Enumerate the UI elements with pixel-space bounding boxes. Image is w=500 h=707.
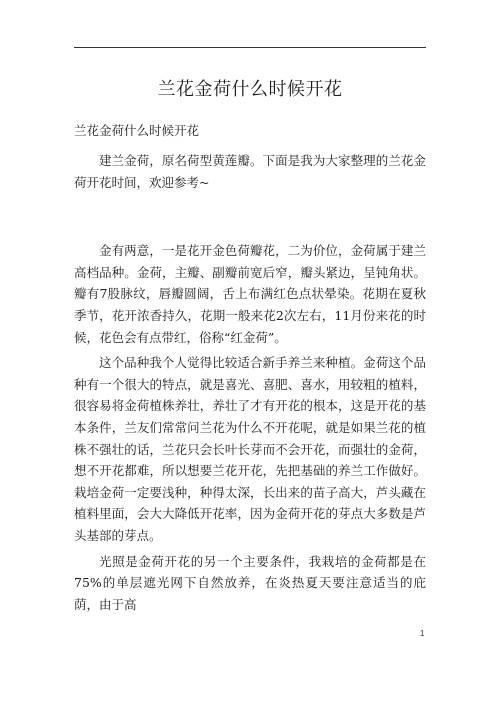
page-title: 兰花金荷什么时候开花	[157, 79, 343, 100]
paragraph-light: 光照是金荷开花的另一个主要条件，我栽培的金荷都是在75%的单层遮光网下自然放养，在炎热夏天要注意适当的庇荫，由于高	[74, 553, 426, 612]
paragraph-cultivation: 这个品种我个人觉得比较适合新手养兰来种植。金荷这个品种有一个很大的特点，就是喜光、喜肥、喜水，用较粗的植料，很容易将金荷植株养壮，养壮了才有开花的根本，这是开花的基本条件，兰友们常常问兰花为什么不开花呢，就是如果兰花的植株不强壮的话，兰花只会长叶长芽而不会开花，而强壮的金荷，想不开花都难，所以想要兰花开花，先把基础的养兰工作做好。栽培金荷一定要浅种，种得太深，长出来的苗子高大，芦头藏在植料里面，会大大降低开花率，因为金荷开花的芽点大多数是芦头基部的芽点。	[74, 355, 426, 543]
page-number: 1	[420, 629, 425, 638]
header-rule	[74, 47, 426, 48]
paragraph-description: 金有两意，一是花开金色荷瓣花，二为价位，金荷属于建兰高档品种。金荷，主瓣、副瓣前宽后窄，瓣头紧边，呈钝角状。瓣有7股脉纹，唇瓣圆阔，舌上布满红色点状晕染。花期在夏秋季节，花开浓香持久，花期一般来花2次左右，11月份来花的时候，花色会有点带红，俗称“红金荷”。	[74, 243, 426, 345]
document-subtitle: 兰花金荷什么时候开花	[74, 123, 200, 138]
paragraph-intro: 建兰金荷，原名荷型黄莲瓣。下面是我为大家整理的兰花金荷开花时间，欢迎参考~	[74, 153, 426, 190]
document-body	[74, 150, 426, 619]
